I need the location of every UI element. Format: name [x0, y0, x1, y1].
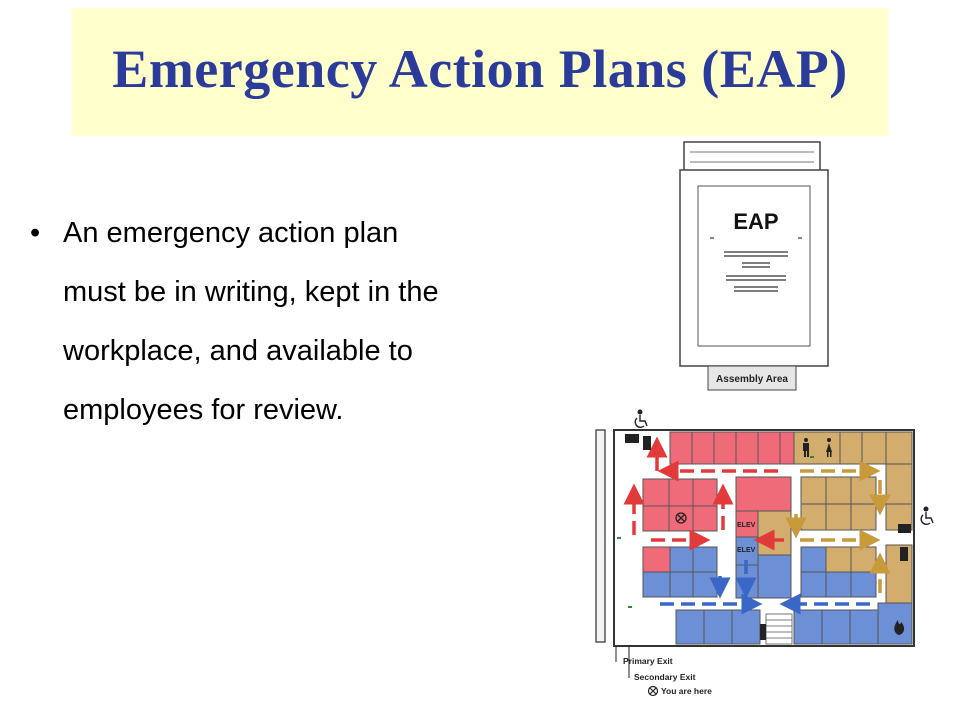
booklet-title: EAP: [733, 209, 779, 234]
assembly-area-label: Assembly Area: [716, 374, 788, 385]
stairwell: [766, 614, 792, 644]
elevator-label: ELEV: [737, 547, 756, 554]
bullet-line: An emergency action plan: [63, 217, 399, 249]
bullet-line: workplace, and available to: [63, 335, 413, 367]
legend-primary-exit: Primary Exit: [623, 656, 673, 666]
exit-door-icon: [760, 624, 766, 640]
wheelchair-icon: [635, 410, 647, 427]
floorplan-legend: [616, 646, 712, 696]
legend-you-are-here: You are here: [661, 686, 712, 696]
evacuation-floor-plan: [596, 410, 933, 696]
page-title: Emergency Action Plans (EAP): [112, 39, 848, 99]
bullet-marker: •: [30, 217, 41, 249]
elevator-label: ELEV: [737, 522, 756, 529]
bullet-line: must be in writing, kept in the: [63, 276, 439, 308]
bullet-line: employees for review.: [63, 394, 344, 426]
eap-booklet-icon: [680, 142, 828, 390]
legend-secondary-exit: Secondary Exit: [634, 672, 696, 682]
wheelchair-icon: [921, 507, 933, 524]
